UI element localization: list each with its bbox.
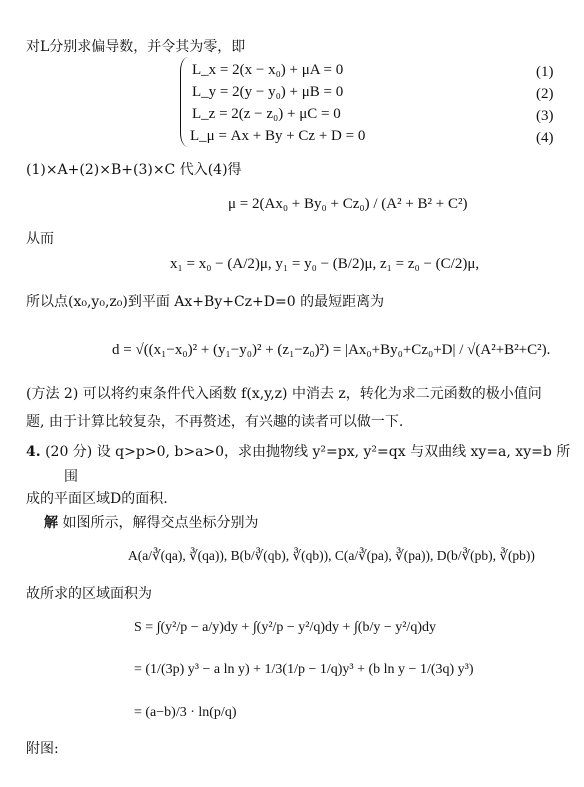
equation-4: L_μ = Ax + By + Cz + D = 0 xyxy=(190,128,366,144)
equation-label-2: (2) xyxy=(536,86,554,102)
area-intro: 故所求的区域面积为 xyxy=(26,586,152,602)
problem-score: (20 分) xyxy=(45,444,93,460)
equation-label-3: (3) xyxy=(536,108,554,124)
equation-3: L_z = 2(z − z₀) + μC = 0 xyxy=(192,106,341,122)
method2-line-2: 题, 由于计算比较复杂，不再赘述，有兴趣的读者可以做一下. xyxy=(26,414,404,430)
thus-text: 从而 xyxy=(26,231,54,247)
problem-number: 4. xyxy=(26,444,41,460)
problem-4-line xyxy=(26,443,570,461)
area-line-3: = (a−b)/3 · ln(p/q) xyxy=(134,705,237,720)
method2-line-1: (方法 2) 可以将约束条件代入函数 f(x,y,z) 中消去 z，转化为求二元函数的极小值问 xyxy=(26,386,542,402)
intersection-points: A(a/∛(qa), ∛(qa)), B(b/∛(qb), ∛(qb)), C(a/∛(pa), ∛(pa)), D(b/∛(pb), ∛(pb)) xyxy=(128,548,535,563)
solution-label: 解 xyxy=(44,515,58,531)
system-brace xyxy=(180,57,189,147)
distance-intro: 所以点(x₀,y₀,z₀)到平面 Ax+By+Cz+D=0 的最短距离为 xyxy=(26,294,385,310)
equation-label-1: (1) xyxy=(536,64,554,80)
equation-label-4: (4) xyxy=(536,130,554,146)
problem-text-2: 成的平面区域D的面积. xyxy=(26,491,168,507)
distance-formula: d = √((x₁−x₀)² + (y₁−y₀)² + (z₁−z₀)²) = |Ax₀+By₀+Cz₀+D| / √(A²+B²+C²). xyxy=(112,342,551,358)
solution-intro: 如图所示，解得交点坐标分别为 xyxy=(62,515,259,531)
problem-text: 设 q>p>0, b>a>0，求由抛物线 y²=px, y²=qx 与双曲线 xy=a, xy=b 所 xyxy=(96,444,571,460)
equation-2: L_y = 2(y − y₀) + μB = 0 xyxy=(192,84,344,100)
intro-line: 对L分别求偏导数，并令其为零，即 xyxy=(26,39,246,55)
area-line-2: = (1/(3p) y³ − a ln y) + 1/3(1/p − 1/q)y³ + (b ln y − 1/(3q) y³) xyxy=(134,662,474,677)
appendix-label: 附图: xyxy=(26,741,59,757)
x1-formula: x₁ = x₀ − (A/2)μ, y₁ = y₀ − (B/2)μ, z₁ = z₀ − (C/2)μ, xyxy=(170,256,480,272)
equation-1: L_x = 2(x − x₀) + μA = 0 xyxy=(192,62,344,78)
substitution-text: (1)×A+(2)×B+(3)×C 代入(4)得 xyxy=(26,162,242,178)
area-line-1: S = ∫(y²/p − a/y)dy + ∫(y²/p − y²/q)dy + ∫(b/y − y²/q)dy xyxy=(134,620,436,635)
solution-intro-line xyxy=(44,514,258,532)
problem-wrap-char: 围 xyxy=(64,469,78,485)
mu-formula: μ = 2(Ax₀ + By₀ + Cz₀) / (A² + B² + C²) xyxy=(228,196,468,212)
